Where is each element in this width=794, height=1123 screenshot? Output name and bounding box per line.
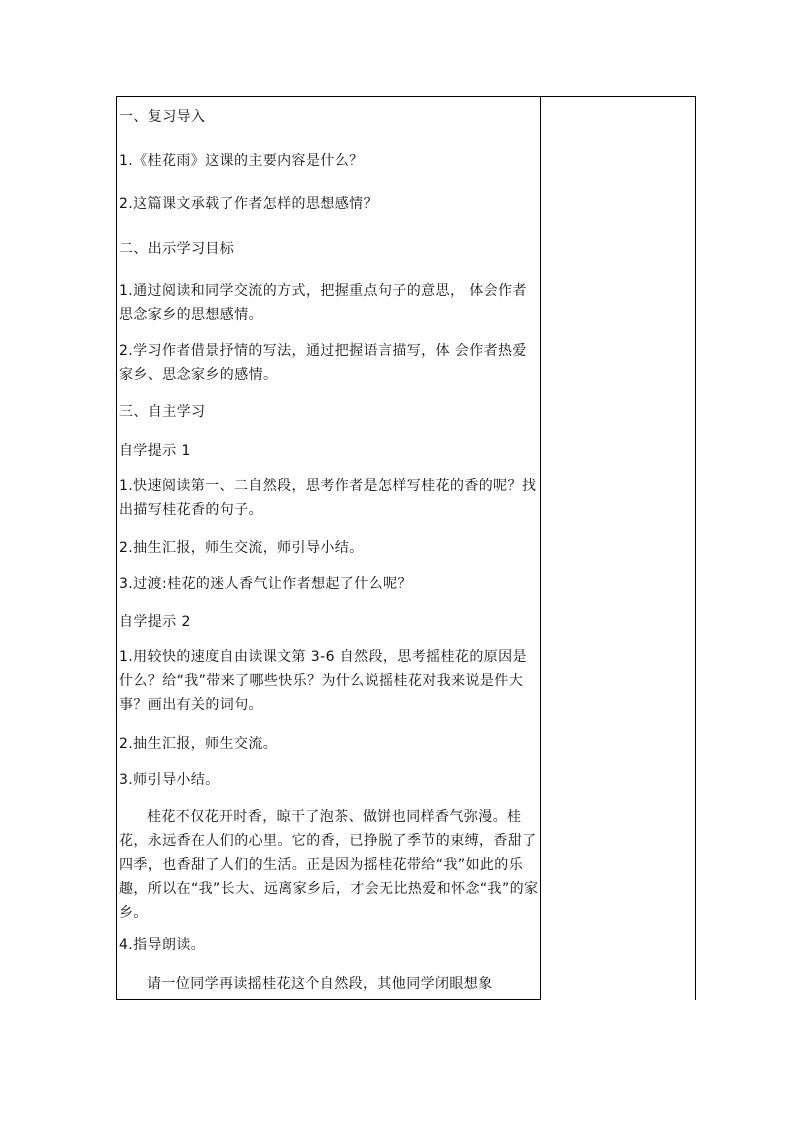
lesson-content-cell bbox=[119, 98, 539, 996]
review-question-2: 2.这篇课文承载了作者怎样的思想感情？ bbox=[119, 196, 378, 212]
review-heading: 一、复习导入 bbox=[119, 109, 206, 125]
table-bottom-border bbox=[116, 999, 541, 1000]
reading-paragraph: 请一位同学再读摇桂花这个自然段，其他同学闭眼想象 bbox=[147, 976, 493, 992]
review-question-1: 1.《桂花雨》这课的主要内容是什么？ bbox=[119, 153, 364, 169]
goals-heading: 二、出示学习目标 bbox=[119, 241, 235, 257]
learning-goal-2: 2.学习作者借景抒情的写法，通过把握语言描写，体 会作者热爱家乡、思念家乡的感情。 bbox=[119, 343, 527, 383]
self-study-hint-1-item-2: 2.抽生汇报，师生交流，师引导小结。 bbox=[119, 540, 364, 556]
self-study-hint-2-item-1: 1.用较快的速度自由读课文第 3-6 自然段，思考摇桂花的原因是什么？给“我”带来了哪些快乐？为什么说摇桂花对我来说是件大事？画出有关的词句。 bbox=[119, 649, 527, 713]
learning-goal-1: 1.通过阅读和同学交流的方式，把握重点句子的意思， 体会作者思念家乡的思想感情。 bbox=[119, 283, 527, 323]
self-study-hint-1-item-1: 1.快速阅读第一、二自然段，思考作者是怎样写桂花的香的呢？找出描写桂花香的句子。 bbox=[119, 478, 537, 518]
self-study-hint-1-item-3: 3.过渡:桂花的迷人香气让作者想起了什么呢？ bbox=[119, 576, 412, 592]
self-study-hint-1-title: 自学提示 1 bbox=[119, 443, 191, 459]
self-study-hint-2-title: 自学提示 2 bbox=[119, 614, 191, 630]
self-study-hint-2-item-4: 4.指导朗读。 bbox=[119, 937, 206, 953]
lesson-plan-table bbox=[116, 96, 696, 1000]
summary-paragraph: 桂花不仅花开时香，晾干了泡茶、做饼也同样香气弥漫。桂花，永远香在人们的心里。它的香，已挣脱了季节的束缚，香甜了四季，也香甜了人们的生活。正是因为摇桂花带给“我”如此的乐趣，所以在“我”长大、远离家乡后，才会无比热爱和怀念“我”的家乡。 bbox=[119, 809, 539, 921]
table-left-border bbox=[116, 96, 117, 1000]
self-study-hint-2-item-2: 2.抽生汇报，师生交流。 bbox=[119, 736, 278, 752]
self-study-heading: 三、自主学习 bbox=[119, 404, 206, 420]
self-study-hint-2-item-3: 3.师引导小结。 bbox=[119, 772, 220, 788]
table-right-border bbox=[695, 96, 696, 1000]
notes-cell bbox=[541, 97, 695, 999]
